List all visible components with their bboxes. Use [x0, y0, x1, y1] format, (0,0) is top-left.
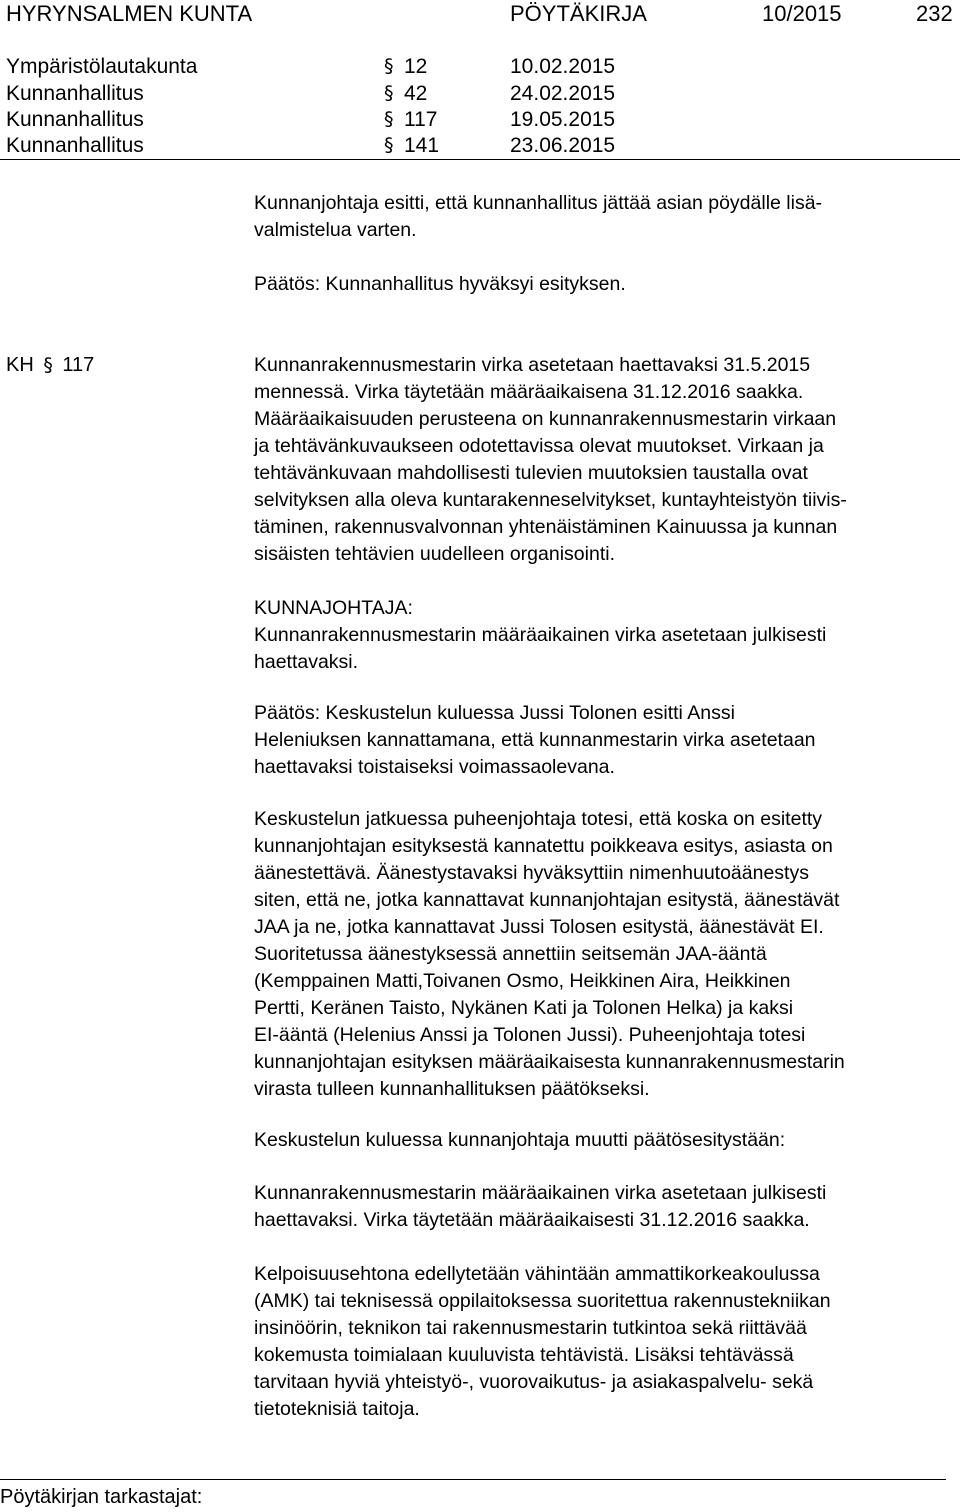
meeting-row — [6, 106, 646, 133]
meeting-body: Kunnanhallitus — [6, 82, 144, 105]
text-line: täminen, rakennusvalvonnan yhtenäistäminen Kainuussa ja kunnan — [254, 516, 838, 538]
text-line: siten, että ne, jotka kannattavat kunnanjohtajan esitystä, äänestävät — [254, 889, 840, 911]
kh-label: KH — [6, 354, 34, 376]
meeting-row — [6, 80, 646, 107]
text-line: Päätös: Keskustelun kuluessa Jussi Tolonen esitti Anssi — [254, 702, 735, 724]
meeting-body: Ympäristölautakunta — [6, 55, 198, 78]
meeting-date: 24.02.2015 — [510, 82, 616, 105]
text-line: kunnanjohtajan esityksestä kannatettu poikkeava esitys, asiasta on — [254, 835, 833, 857]
text-line: tietoteknisiä taitoja. — [254, 1398, 420, 1420]
text-line: ja tehtävänkuvaukseen odotettavissa olevat muutokset. Virkaan ja — [254, 435, 824, 457]
text-line: (AMK) tai teknisessä oppilaitoksessa suoritettua rakennustekniikan — [254, 1290, 831, 1312]
kh-qualifications — [254, 1261, 959, 1423]
text-line: haettavaksi. — [254, 651, 359, 673]
text-line: kunnanjohtajan esityksen määräaikaisesta kunnanrakennusmestarin — [254, 1051, 845, 1073]
meeting-date: 19.05.2015 — [510, 108, 616, 131]
text-line: kokemusta toimialaan kuuluvista tehtävistä. Lisäksi tehtävässä — [254, 1344, 794, 1366]
meeting-row — [6, 53, 646, 80]
text-line: mennessä. Virka täytetään määräaikaisena 31.12.2016 saakka. — [254, 381, 804, 403]
kh-section-label — [6, 352, 94, 379]
text-line: Määräaikaisuuden perusteena on kunnanrakennusmestarin virkaan — [254, 408, 837, 430]
kh-description — [254, 352, 959, 568]
text-line: tehtävänkuvaan mahdollisesti tulevien muutoksien taustalla ovat — [254, 462, 808, 484]
text-line: sisäisten tehtävien uudelleen organisointi. — [254, 543, 615, 565]
text-line: Suoritetussa äänestyksessä annettiin seitsemän JAA-ääntä — [254, 943, 767, 965]
kh-decision — [254, 700, 959, 781]
footer-divider — [0, 1479, 946, 1480]
meeting-row — [6, 132, 646, 159]
text-line: JAA ja ne, jotka kannattavat Jussi Tolosen esitystä, äänestävät EI. — [254, 916, 824, 938]
meeting-section-number: 141 — [404, 134, 440, 157]
text-line: Päätös: Kunnanhallitus hyväksyi esityksen. — [254, 273, 626, 295]
text-line: virasta tulleen kunnanhallituksen päätökseksi. — [254, 1078, 650, 1100]
text-line: insinöörin, teknikon tai rakennusmestarin tutkintoa sekä riittävää — [254, 1317, 807, 1339]
text-line: Kunnanrakennusmestarin virka asetetaan haettavaksi 31.5.2015 — [254, 354, 811, 376]
page-number: 232 — [916, 1, 953, 26]
intro-paragraph — [254, 190, 959, 244]
text-line: haettavaksi toistaiseksi voimassaolevana. — [254, 756, 615, 778]
text-line: äänestettävä. Äänestystavaksi hyväksyttiin nimenhuutoäänestys — [254, 862, 809, 884]
meetings-divider — [0, 159, 960, 160]
text-line: EI-ääntä (Helenius Anssi ja Tolonen Jussi). Puheenjohtaja totesi — [254, 1024, 806, 1046]
footer-label: Pöytäkirjan tarkastajat: — [0, 1486, 203, 1508]
meeting-section-number: 42 — [404, 82, 428, 105]
meeting-body: Kunnanhallitus — [6, 108, 144, 131]
text-line: Kunnanrakennusmestarin määräaikainen virka asetetaan julkisesti — [254, 624, 827, 646]
text-line: tarvitaan hyviä yhteistyö-, vuorovaikutus- ja asiakaspalvelu- sekä — [254, 1371, 814, 1393]
meeting-section-number: 12 — [404, 55, 428, 78]
kh-section-number: 117 — [62, 354, 95, 376]
text-line: KUNNAJOHTAJA: — [254, 597, 413, 619]
text-line: haettavaksi. Virka täytetään määräaikaisesti 31.12.2016 saakka. — [254, 1209, 810, 1231]
text-line: valmistelua varten. — [254, 219, 417, 241]
text-line: Keskustelun jatkuessa puheenjohtaja totesi, että koska on esitetty — [254, 808, 823, 830]
meeting-date: 23.06.2015 — [510, 134, 616, 157]
meeting-body: Kunnanhallitus — [6, 134, 144, 157]
section-symbol-icon: § — [384, 82, 394, 104]
text-line: (Kemppainen Matti,Toivanen Osmo, Heikkinen Aira, Heikkinen — [254, 970, 791, 992]
intro-decision — [254, 271, 959, 298]
document-number: 10/2015 — [762, 1, 842, 26]
section-symbol-icon: § — [384, 134, 394, 156]
text-line: Kunnanjohtaja esitti, että kunnanhallitus jättää asian pöydälle lisä- — [254, 192, 823, 214]
section-symbol-icon: § — [43, 354, 53, 376]
text-line: Pertti, Keränen Taisto, Nykänen Kati ja Tolonen Helka) ja kaksi — [254, 997, 794, 1019]
kh-amendment — [254, 1127, 959, 1154]
kh-proposal — [254, 595, 959, 676]
kh-vote — [254, 806, 959, 1103]
municipality-name: HYRYNSALMEN KUNTA — [6, 1, 253, 26]
text-line: Kelpoisuusehtona edellytetään vähintään ammattikorkeakoulussa — [254, 1263, 820, 1285]
meeting-date: 10.02.2015 — [510, 55, 616, 78]
text-line: Kunnanrakennusmestarin määräaikainen virka asetetaan julkisesti — [254, 1182, 827, 1204]
text-line: Heleniuksen kannattamana, että kunnanmestarin virka asetetaan — [254, 729, 816, 751]
section-symbol-icon: § — [384, 108, 394, 130]
document-type: PÖYTÄKIRJA — [510, 1, 647, 26]
section-symbol-icon: § — [384, 55, 394, 77]
text-line: selvityksen alla oleva kuntarakenneselvitykset, kuntayhteistyön tiivis- — [254, 489, 847, 511]
text-line: Keskustelun kuluessa kunnanjohtaja muutti päätösesitystään: — [254, 1129, 786, 1151]
kh-amended-proposal — [254, 1180, 959, 1234]
meeting-section-number: 117 — [404, 108, 438, 131]
